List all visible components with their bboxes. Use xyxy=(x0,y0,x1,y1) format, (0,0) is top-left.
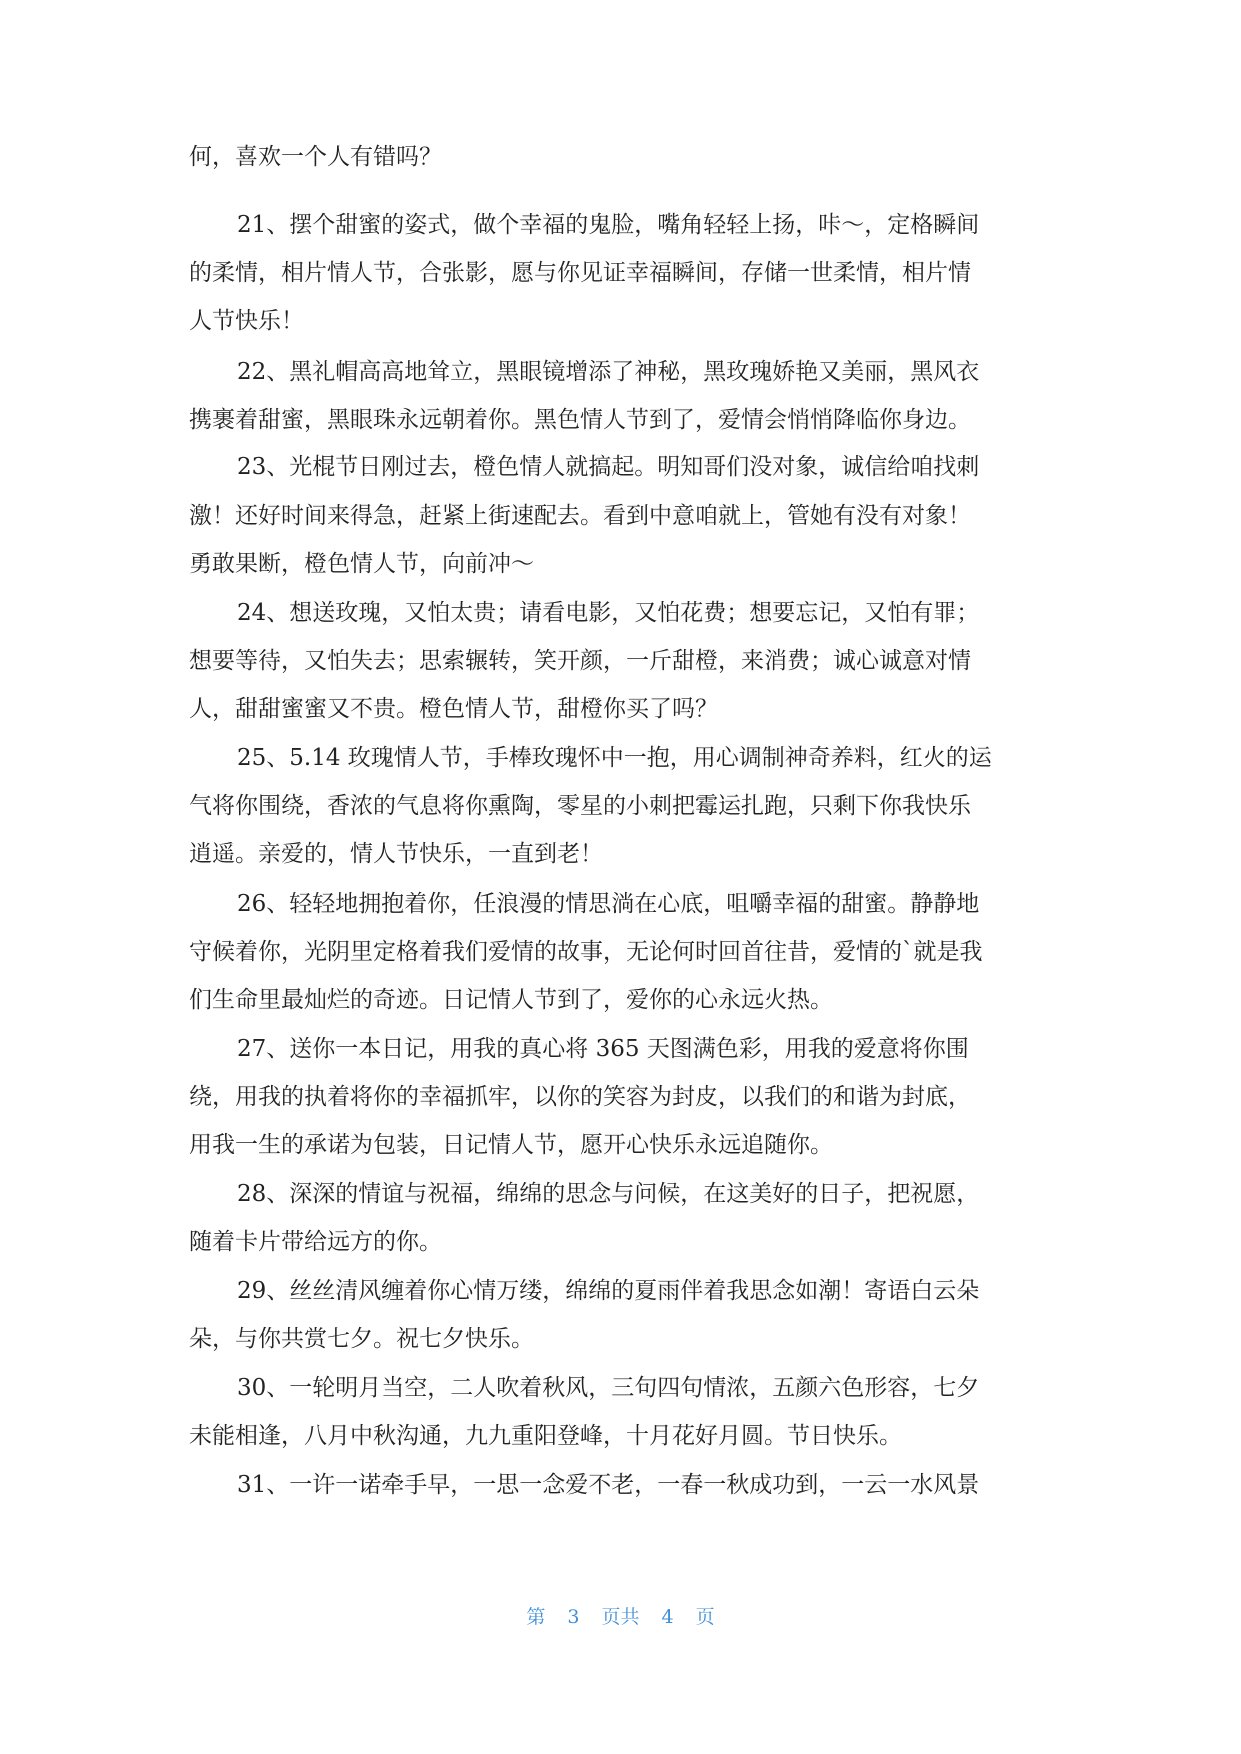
text-line: 们生命里最灿烂的奇迹。日记情人节到了，爱你的心永远火热。 xyxy=(189,987,833,1013)
total-pages-number: 4 xyxy=(661,1606,674,1628)
text-line: 人节快乐！ xyxy=(189,308,304,334)
text-line: 31、一许一诺牵手早，一思一念爱不老，一春一秋成功到，一云一水风景 xyxy=(237,1472,980,1498)
text-line: 人，甜甜蜜蜜又不贵。橙色情人节，甜橙你买了吗？ xyxy=(189,696,718,722)
text-line: 激！还好时间来得急，赶紧上街速配去。看到中意咱就上，管她有没有对象！ xyxy=(189,503,971,529)
footer-middle: 页共 xyxy=(601,1606,640,1628)
text-line: 30、一轮明月当空，二人吹着秋风，三句四句情浓，五颜六色形容，七夕 xyxy=(237,1375,980,1401)
text-line: 气将你围绕，香浓的气息将你熏陶，零星的小刺把霉运扎跑，只剩下你我快乐 xyxy=(189,793,971,819)
footer-prefix: 第 xyxy=(526,1606,546,1628)
text-line: 25、5.14 玫瑰情人节，手棒玫瑰怀中一抱，用心调制神奇养料，红火的运 xyxy=(237,745,992,771)
text-line: 绕，用我的执着将你的幸福抓牢，以你的笑容为封皮，以我们的和谐为封底， xyxy=(189,1084,971,1110)
text-line: 24、想送玫瑰，又怕太贵；请看电影，又怕花费；想要忘记，又怕有罪； xyxy=(237,600,980,626)
text-line: 何，喜欢一个人有错吗？ xyxy=(189,144,442,170)
text-line: 未能相逢，八月中秋沟通，九九重阳登峰，十月花好月圆。节日快乐。 xyxy=(189,1423,902,1449)
text-line: 随着卡片带给远方的你。 xyxy=(189,1229,442,1255)
text-line: 27、送你一本日记，用我的真心将 365 天图满色彩，用我的爱意将你围 xyxy=(237,1036,969,1062)
text-line: 想要等待，又怕失去；思索辗转，笑开颜，一斤甜橙，来消费；诚心诚意对情 xyxy=(189,648,971,674)
footer-suffix: 页 xyxy=(695,1606,715,1628)
text-line: 勇敢果断，橙色情人节，向前冲～ xyxy=(189,551,534,577)
text-line: 21、摆个甜蜜的姿式，做个幸福的鬼脸，嘴角轻轻上扬，咔～，定格瞬间 xyxy=(237,212,980,238)
text-line: 携裹着甜蜜，黑眼珠永远朝着你。黑色情人节到了，爱情会悄悄降临你身边。 xyxy=(189,407,971,433)
page-footer xyxy=(0,1604,1241,1630)
text-line: 26、轻轻地拥抱着你，任浪漫的情思淌在心底，咀嚼幸福的甜蜜。静静地 xyxy=(237,891,980,917)
text-line: 朵，与你共赏七夕。祝七夕快乐。 xyxy=(189,1326,534,1352)
text-line: 的柔情，相片情人节，合张影，愿与你见证幸福瞬间，存储一世柔情，相片情 xyxy=(189,260,971,286)
text-line: 用我一生的承诺为包装，日记情人节，愿开心快乐永远追随你。 xyxy=(189,1132,833,1158)
text-line: 22、黑礼帽高高地耸立，黑眼镜增添了神秘，黑玫瑰娇艳又美丽，黑风衣 xyxy=(237,359,980,385)
text-line: 23、光棍节日刚过去，橙色情人就搞起。明知哥们没对象，诚信给咱找刺 xyxy=(237,454,980,480)
text-line: 守候着你，光阴里定格着我们爱情的故事，无论何时回首往昔，爱情的`就是我 xyxy=(189,939,983,965)
text-line: 29、丝丝清风缠着你心情万缕，绵绵的夏雨伴着我思念如潮！寄语白云朵 xyxy=(237,1278,980,1304)
text-line: 28、深深的情谊与祝福，绵绵的思念与问候，在这美好的日子，把祝愿， xyxy=(237,1181,980,1207)
text-line: 逍遥。亲爱的，情人节快乐，一直到老！ xyxy=(189,841,603,867)
current-page-number: 3 xyxy=(567,1606,580,1628)
